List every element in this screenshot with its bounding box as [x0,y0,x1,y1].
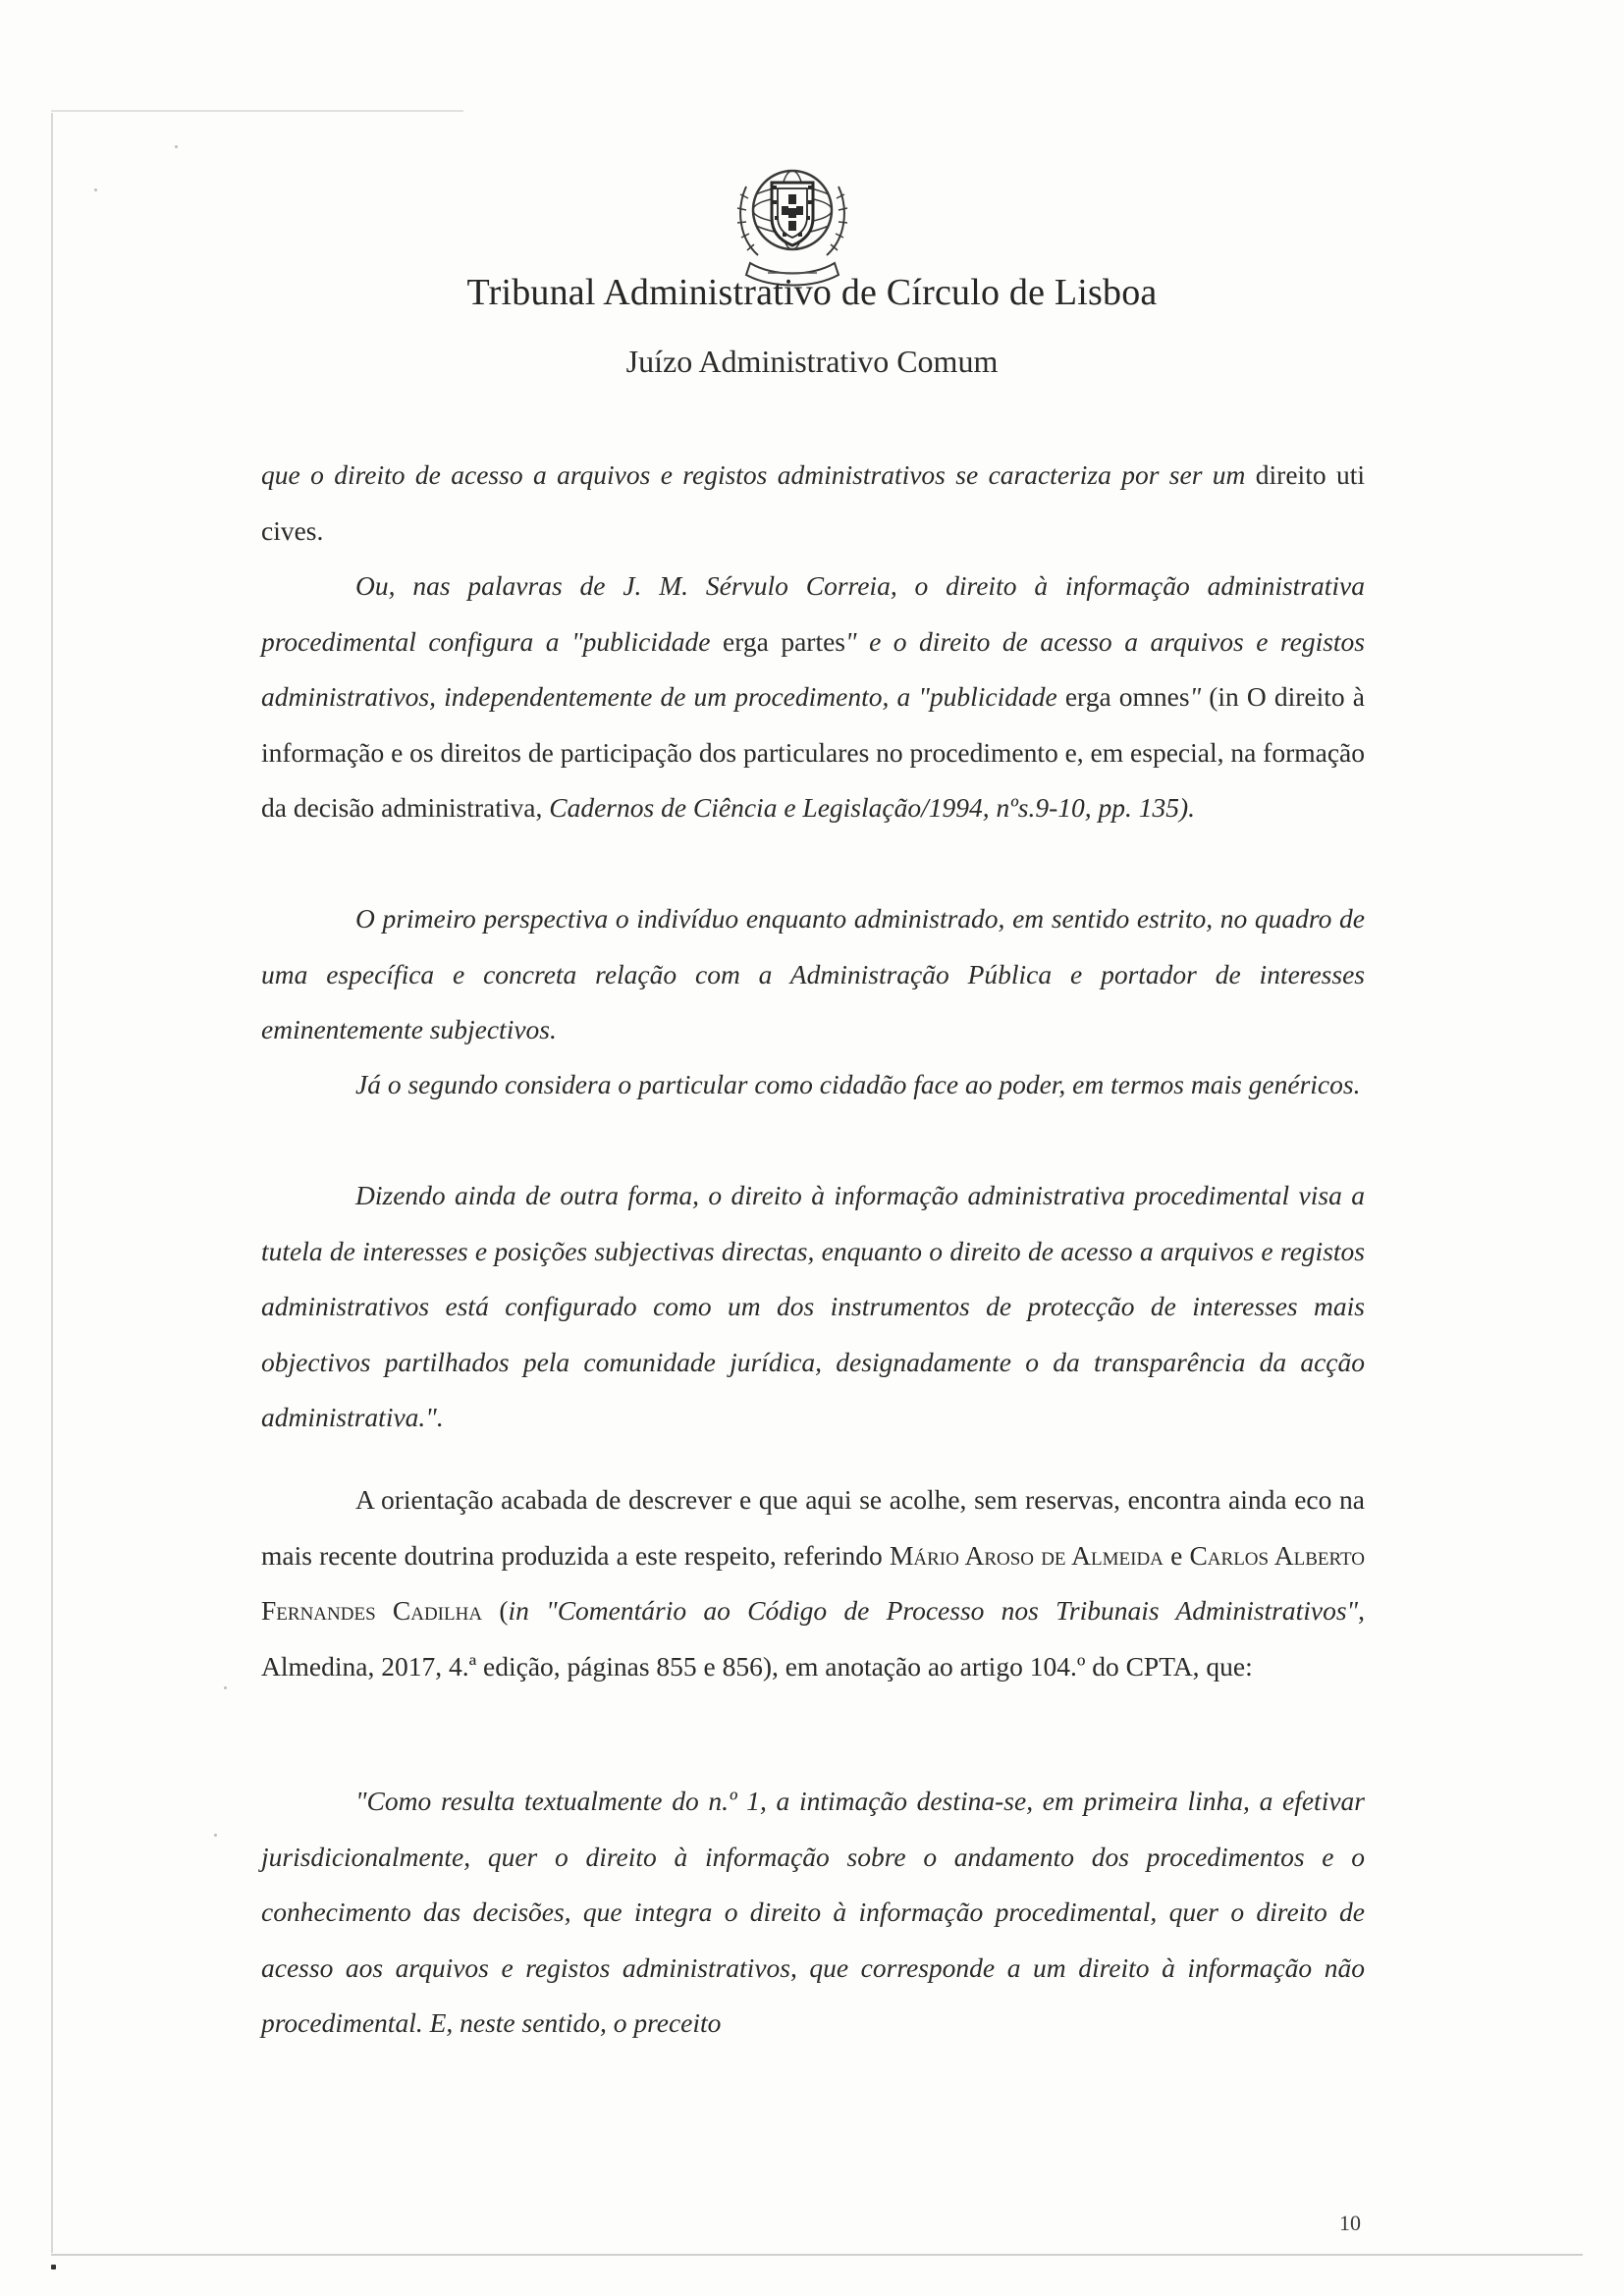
author-name: Mário Aroso de Almeida [889,1539,1164,1571]
scan-speck [224,1686,227,1689]
author-name: Carlos Alberto Fernandes Cadilha [261,1539,1366,1626]
page-edge-top [51,110,463,112]
scan-speck [175,145,178,148]
paragraph-primeiro [261,891,1365,1058]
text-run: A orientação acabada de descrever e que aqui se acolhe, sem reservas, encontra ainda eco na mais recente doutrina produzida a este respeito, referindo [261,1484,1365,1571]
text-run: publicidade [929,681,1057,712]
paragraph-continuation [261,448,1365,559]
text-run: ( [482,1595,509,1626]
text-run: Cadernos de Ciência e Legislação/1994, nºs.9-10, pp. 135). [549,792,1196,823]
text-run: (in O direito à informação e os direitos de participação dos particulares no procedimento e, em especial, na formação da decisão administrativa, [261,681,1365,823]
page-edge-bottom [51,2254,1583,2256]
text-run: publicidade [582,625,711,657]
text-run: erga omnes [1056,681,1190,712]
scan-speck [94,188,97,191]
text-run: "Como resulta textualmente do n.º 1, a intimação destina-se, em primeira linha, a efetivar jurisdicionalmente, quer o direito à informação sobre o andamento dos procedimentos e o conhecimento das decisões, que integra o direito à informação procedimental, quer o direito de acesso aos arquivos e registos administrativos, que corresponde a um direito à informação não procedimental. E, neste sentido, o preceito [261,1786,1365,2038]
text-run: O primeiro perspectiva o indivíduo enquanto administrado, em sentido estrito, no quadro de uma específica e concreta relação com a Administração Pública e portador de interesses eminentemente subjectivos. [261,903,1365,1044]
page-edge-left [51,113,53,2253]
text-run: Já o segundo considera o particular como cidadão face ao poder, em termos mais genéricos. [355,1069,1361,1099]
paragraph-quote [261,1774,1365,2052]
paragraph-servulo-correia [261,559,1365,836]
scan-speck [51,2265,56,2269]
text-run: " e o direito de acesso a arquivos e registos administrativos, independentemente de um procedimento, a " [261,625,1366,712]
paragraph-orientacao [261,1472,1365,1694]
text-run: Dizendo ainda de outra forma, o direito à informação administrativa procedimental visa a tutela de interesses e posições subjectivas directas, enquanto o direito de acesso a arquivos e registos administrativos está configurado como um dos instrumentos de protecção de interesses mais objectivos partilhados pela comunidade jurídica, designadamente o da transparência da acção administrativa.". [261,1180,1365,1432]
scan-speck [214,1834,217,1837]
paragraph-segundo [261,1057,1365,1113]
paragraph-dizendo [261,1168,1365,1446]
text-run: Ou, nas palavras de J. M. Sérvulo Correia, o direito à informação administrativa procedimental configura a " [261,570,1365,657]
text-run: direito uti cives. [261,459,1365,546]
court-name: Tribunal Administrativo de Círculo de Lisboa [466,272,1158,313]
court-section: Juízo Administrativo Comum [625,344,999,379]
text-run: " [1189,681,1210,712]
text-run: e [1163,1539,1190,1571]
text-run: , Almedina, 2017, 4.ª edição, páginas 855 e 856), em anotação ao artigo 104.º do CPTA, que: [261,1595,1365,1682]
text-run: que o direito de acesso a arquivos e registos administrativos se caracteriza por ser um [261,459,1256,490]
page-number: 10 [1339,2211,1361,2235]
text-run: in "Comentário ao Código de Processo nos Tribunais Administrativos" [508,1595,1359,1626]
text-run: erga partes [710,625,845,657]
